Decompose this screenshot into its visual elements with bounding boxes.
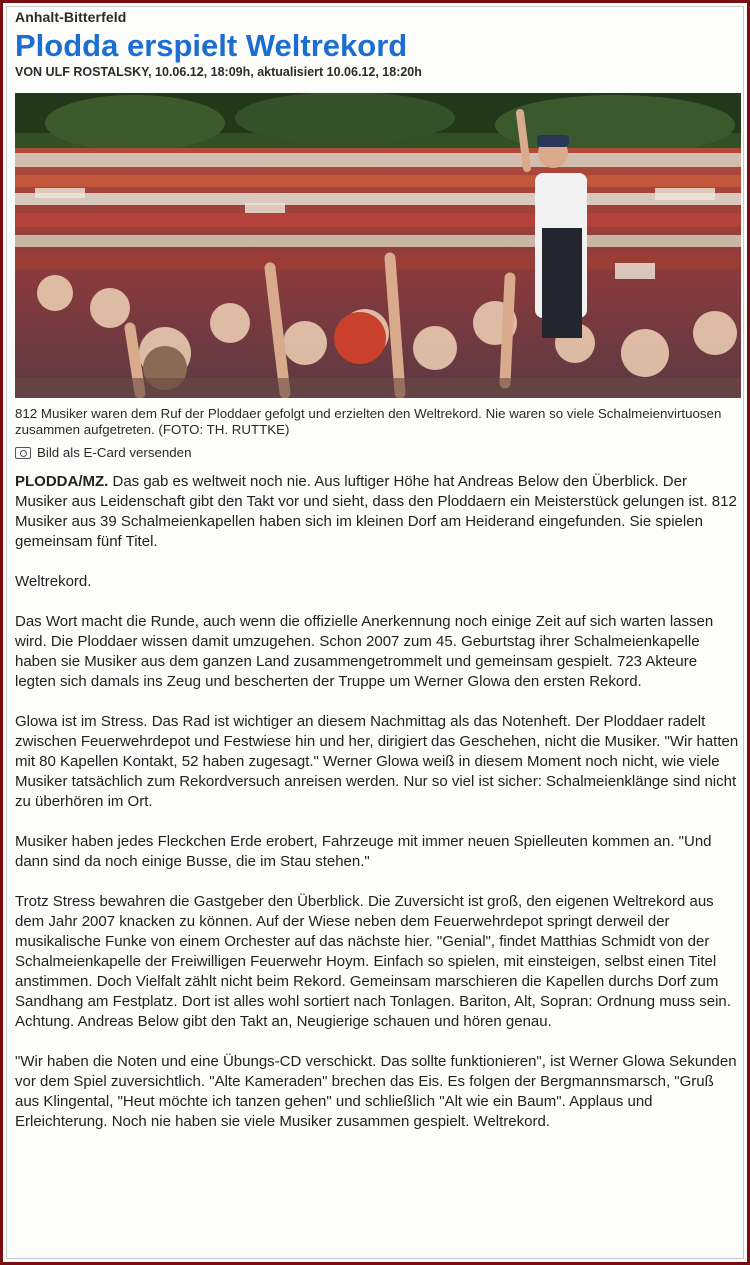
send-ecard-link[interactable] <box>15 445 741 460</box>
article-headline: Plodda erspielt Weltrekord <box>15 28 408 63</box>
article-dateline: PLODDA/MZ. <box>15 473 109 490</box>
article-lead-paragraph <box>15 472 741 552</box>
article-photo[interactable] <box>15 93 741 398</box>
article-paragraph: Trotz Stress bewahren die Gastgeber den Überblick. Die Zuversicht ist groß, den eigenen Weltrekord aus dem Jahr 2007 knacken zu können. Auf der Wiese neben dem Feuerwehrdepot springt derweil der musikalische Funke von einem Orchester auf das nächste hier. "Genial", findet Matthias Schmidt von der Schalmeienkapelle der Freiwilligen Feuerwehr Hoym. Einfach so spielen, mit einsteigen, selbst einen Titel anstimmen. Doch Vielfalt zählt nicht beim Rekord. Gemeinsam marschieren die Kapellen durchs Dorf zum Sandhang am Festplatz. Dort ist alles wohl sortiert nach Tonlagen. Bariton, Alt, Sopran: Ordnung muss sein. Achtung. Andreas Below gibt den Takt an, Neugierige schauen und hören genau. <box>15 893 731 1030</box>
photo-caption: 812 Musiker waren dem Ruf der Ploddaer gefolgt und erzielten den Weltrekord. Nie waren so viele Schalmeienvirtuosen zusammen aufgetreten. (FOTO: TH. RUTTKE) <box>15 406 722 437</box>
article-paragraph: "Wir haben die Noten und eine Übungs-CD verschickt. Das sollte funktionieren", ist Werner Glowa Sekunden vor dem Spiel zuversichtlich. "Alte Kameraden" brechen das Eis. Es folgen der Bergmannsmarsch, "Gruß aus Klingental, "Heut möchte ich tanzen gehen" und schließlich "Alt wie ein Baum". Applaus und Erleichterung. Noch nie haben sie viele Musiker zusammen gespielt. Weltrekord. <box>15 1053 737 1130</box>
article-paragraph: Das Wort macht die Runde, auch wenn die offizielle Anerkennung noch einige Zeit auf sich warten lassen wird. Die Ploddaer wissen damit umzugehen. Schon 2007 zum 45. Geburtstag ihrer Schalmeienkapelle haben sie Musiker aus dem ganzen Land zusammengetrommelt und gemeinsam gespielt. 723 Akteure legten sich damals ins Zeug und bescherten der Truppe um Werner Glowa den ersten Rekord. <box>15 613 714 690</box>
send-ecard-label: Bild als E-Card versenden <box>37 445 192 460</box>
article-paragraph: Musiker haben jedes Fleckchen Erde erobert, Fahrzeuge mit immer neuen Spielleuten kommen an. "Und dann sind da noch einige Busse, die im Stau stehen." <box>15 833 712 870</box>
article-paragraph: Weltrekord. <box>15 573 92 590</box>
article-container <box>15 9 741 1152</box>
article-byline: VON ULF ROSTALSKY, 10.06.12, 18:09h, aktualisiert 10.06.12, 18:20h <box>15 65 422 79</box>
article-paragraph: Glowa ist im Stress. Das Rad ist wichtiger an diesem Nachmittag als das Notenheft. Der Ploddaer radelt zwischen Feuerwehrdepot und Festwiese hin und her, dirigiert das Geschehen, nicht die Musiker. "Wir hatten mit 80 Kapellen Kontakt, 52 haben zugesagt." Werner Glowa weiß in diesem Moment noch nicht, wie viele Musiker tatsächlich zum Rekordversuch anreisen werden. Nur so viel ist sicher: Schalmeienklänge sind nicht zu überhören im Ort. <box>15 713 739 810</box>
crowd-photo-illustration <box>15 93 741 398</box>
section-label: Anhalt-Bitterfeld <box>15 9 127 25</box>
article-body <box>15 472 741 1132</box>
camera-icon <box>15 447 31 459</box>
article-lead-text: Das gab es weltweit noch nie. Aus luftiger Höhe hat Andreas Below den Überblick. Der Musiker aus Leidenschaft gibt den Takt vor und sieht, dass den Ploddaern ein Meisterstück gelungen ist. 812 Musiker aus 39 Schalmeienkapellen haben sich im kleinen Dorf am Heiderand eingefunden. Sie spielen gemeinsam fünf Titel. <box>15 473 737 550</box>
